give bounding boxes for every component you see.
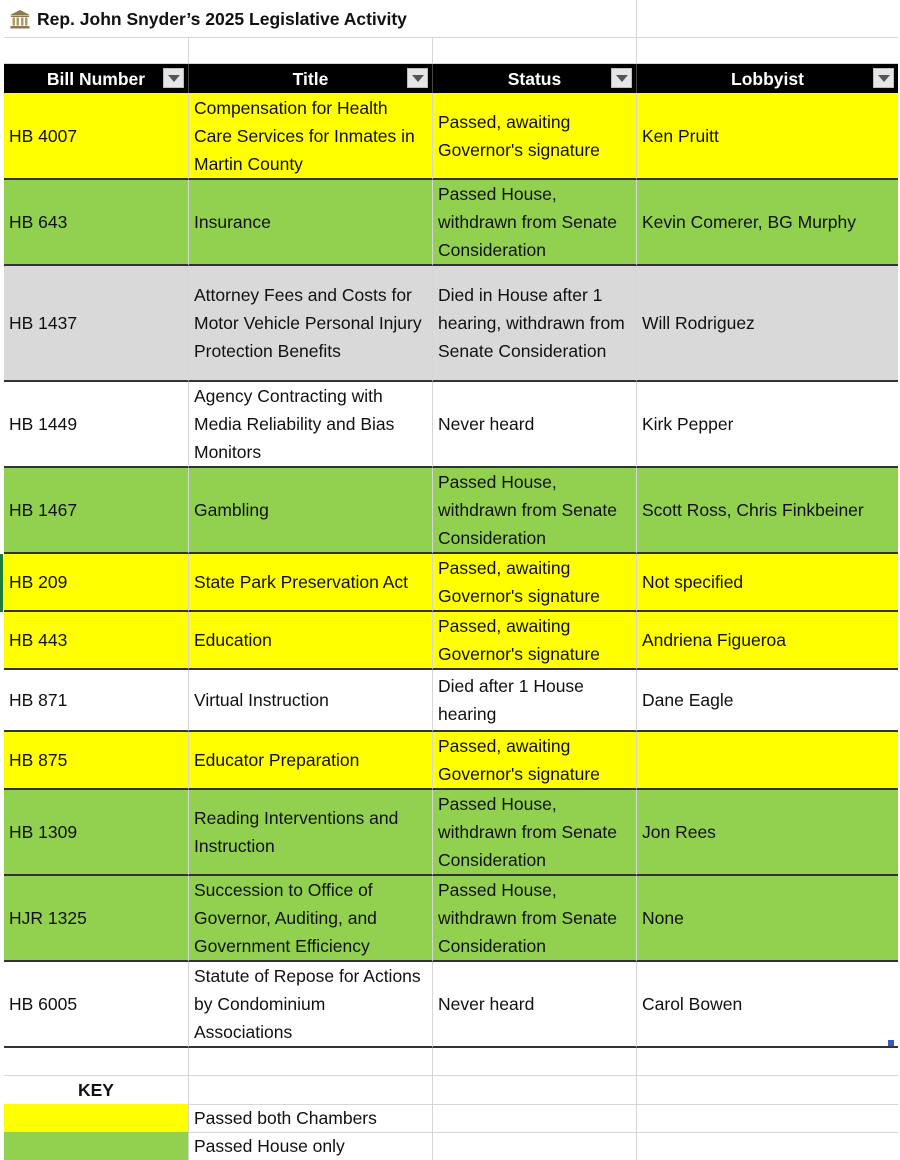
bill-number-cell[interactable]: HB 1449 bbox=[4, 382, 189, 468]
bill-number-cell[interactable]: HB 4007 bbox=[4, 93, 189, 180]
table-row bbox=[4, 382, 898, 468]
header-bill-number[interactable] bbox=[4, 64, 189, 93]
table-row bbox=[4, 876, 898, 962]
table-row bbox=[4, 790, 898, 876]
blank-row bbox=[4, 38, 898, 64]
title-cell[interactable]: Educator Preparation bbox=[189, 732, 433, 790]
header-status[interactable] bbox=[433, 64, 637, 93]
lobbyist-cell[interactable]: Carol Bowen bbox=[637, 962, 898, 1048]
lobbyist-cell[interactable]: Kirk Pepper bbox=[637, 382, 898, 468]
empty-cell[interactable] bbox=[189, 1076, 433, 1105]
key-swatch-green[interactable] bbox=[4, 1132, 189, 1160]
empty-cell[interactable] bbox=[433, 1104, 637, 1133]
lobbyist-cell[interactable]: Will Rodriguez bbox=[637, 266, 898, 382]
key-row-passed-house bbox=[4, 1132, 898, 1160]
title-cell[interactable]: Agency Contracting with Media Reliability and Bias Monitors bbox=[189, 382, 433, 468]
header-label: Lobbyist bbox=[731, 68, 804, 89]
bill-number-cell[interactable]: HB 1467 bbox=[4, 468, 189, 554]
bill-number-cell[interactable]: HB 6005 bbox=[4, 962, 189, 1048]
table-row bbox=[4, 468, 898, 554]
table-resize-handle[interactable] bbox=[888, 1040, 894, 1046]
lobbyist-cell[interactable]: None bbox=[637, 876, 898, 962]
title-cell[interactable]: Statute of Repose for Actions by Condominium Associations bbox=[189, 962, 433, 1048]
filter-dropdown-icon[interactable] bbox=[873, 68, 894, 88]
empty-cell[interactable] bbox=[433, 1076, 637, 1105]
empty-cell[interactable] bbox=[189, 38, 433, 64]
bill-number-cell[interactable]: HB 871 bbox=[4, 670, 189, 732]
filter-dropdown-icon[interactable] bbox=[163, 68, 184, 88]
key-row-passed-both bbox=[4, 1104, 898, 1132]
status-cell[interactable]: Passed, awaiting Governor's signature bbox=[433, 93, 637, 180]
empty-cell[interactable] bbox=[637, 38, 898, 64]
empty-cell[interactable] bbox=[433, 1132, 637, 1160]
table-row bbox=[4, 266, 898, 382]
sheet-title-cell[interactable] bbox=[4, 0, 637, 38]
status-cell[interactable]: Passed, awaiting Governor's signature bbox=[433, 554, 637, 612]
status-cell[interactable]: Passed House, withdrawn from Senate Consideration bbox=[433, 180, 637, 266]
title-row bbox=[4, 0, 898, 38]
status-cell[interactable]: Passed, awaiting Governor's signature bbox=[433, 732, 637, 790]
header-label: Title bbox=[292, 68, 329, 89]
key-text[interactable]: Passed both Chambers bbox=[189, 1104, 433, 1133]
filter-dropdown-icon[interactable] bbox=[611, 68, 632, 88]
table-row bbox=[4, 554, 898, 612]
sheet-title: Rep. John Snyder’s 2025 Legislative Activity bbox=[37, 8, 407, 29]
title-cell[interactable]: Reading Interventions and Instruction bbox=[189, 790, 433, 876]
empty-cell[interactable] bbox=[637, 1104, 898, 1133]
status-cell[interactable]: Died in House after 1 hearing, withdrawn from Senate Consideration bbox=[433, 266, 637, 382]
status-cell[interactable]: Never heard bbox=[433, 382, 637, 468]
lobbyist-cell[interactable]: Andriena Figueroa bbox=[637, 612, 898, 670]
bill-number-cell[interactable]: HB 875 bbox=[4, 732, 189, 790]
title-cell[interactable]: State Park Preservation Act bbox=[189, 554, 433, 612]
lobbyist-cell[interactable]: Jon Rees bbox=[637, 790, 898, 876]
status-cell[interactable]: Passed House, withdrawn from Senate Consideration bbox=[433, 790, 637, 876]
header-label: Status bbox=[507, 68, 562, 89]
title-cell[interactable]: Succession to Office of Governor, Auditing, and Government Efficiency bbox=[189, 876, 433, 962]
key-label[interactable]: KEY bbox=[4, 1076, 189, 1105]
lobbyist-cell[interactable]: Scott Ross, Chris Finkbeiner bbox=[637, 468, 898, 554]
table-row bbox=[4, 93, 898, 180]
table-row bbox=[4, 180, 898, 266]
row-selection-marker bbox=[0, 554, 3, 612]
empty-cell[interactable] bbox=[637, 1132, 898, 1160]
empty-cell[interactable] bbox=[433, 38, 637, 64]
key-header-row bbox=[4, 1076, 898, 1104]
bill-number-cell[interactable]: HB 1437 bbox=[4, 266, 189, 382]
bill-number-cell[interactable]: HJR 1325 bbox=[4, 876, 189, 962]
bill-number-cell[interactable]: HB 443 bbox=[4, 612, 189, 670]
lobbyist-cell[interactable]: Kevin Comerer, BG Murphy bbox=[637, 180, 898, 266]
title-cell[interactable]: Virtual Instruction bbox=[189, 670, 433, 732]
title-cell[interactable]: Gambling bbox=[189, 468, 433, 554]
empty-cell[interactable] bbox=[433, 1048, 637, 1076]
status-cell[interactable]: Passed, awaiting Governor's signature bbox=[433, 612, 637, 670]
empty-cell[interactable] bbox=[637, 1076, 898, 1105]
status-cell[interactable]: Never heard bbox=[433, 962, 637, 1048]
lobbyist-cell[interactable]: Dane Eagle bbox=[637, 670, 898, 732]
table-row bbox=[4, 732, 898, 790]
table-header-row bbox=[4, 64, 898, 93]
bill-number-cell[interactable]: HB 1309 bbox=[4, 790, 189, 876]
blank-row bbox=[4, 1048, 898, 1076]
header-label: Bill Number bbox=[46, 68, 146, 89]
key-text[interactable]: Passed House only bbox=[189, 1132, 433, 1160]
bank-building-icon bbox=[9, 8, 31, 30]
lobbyist-cell[interactable]: Ken Pruitt bbox=[637, 93, 898, 180]
empty-cell[interactable] bbox=[637, 0, 898, 38]
table-row bbox=[4, 670, 898, 732]
status-cell[interactable]: Passed House, withdrawn from Senate Consideration bbox=[433, 876, 637, 962]
status-cell[interactable]: Died after 1 House hearing bbox=[433, 670, 637, 732]
title-cell[interactable]: Attorney Fees and Costs for Motor Vehicle Personal Injury Protection Benefits bbox=[189, 266, 433, 382]
lobbyist-cell[interactable] bbox=[637, 732, 898, 790]
empty-cell[interactable] bbox=[189, 1048, 433, 1076]
key-swatch-yellow[interactable] bbox=[4, 1104, 189, 1133]
header-lobbyist[interactable] bbox=[637, 64, 898, 93]
empty-cell[interactable] bbox=[4, 38, 189, 64]
empty-cell[interactable] bbox=[637, 1048, 898, 1076]
header-title[interactable] bbox=[189, 64, 433, 93]
lobbyist-cell[interactable]: Not specified bbox=[637, 554, 898, 612]
bill-number-cell[interactable]: HB 209 bbox=[4, 554, 189, 612]
title-cell[interactable]: Insurance bbox=[189, 180, 433, 266]
table-row bbox=[4, 962, 898, 1048]
bill-number-cell[interactable]: HB 643 bbox=[4, 180, 189, 266]
table-row bbox=[4, 612, 898, 670]
title-cell[interactable]: Education bbox=[189, 612, 433, 670]
empty-cell[interactable] bbox=[4, 1048, 189, 1076]
filter-dropdown-icon[interactable] bbox=[407, 68, 428, 88]
title-cell[interactable]: Compensation for Health Care Services for Inmates in Martin County bbox=[189, 93, 433, 180]
status-cell[interactable]: Passed House, withdrawn from Senate Consideration bbox=[433, 468, 637, 554]
